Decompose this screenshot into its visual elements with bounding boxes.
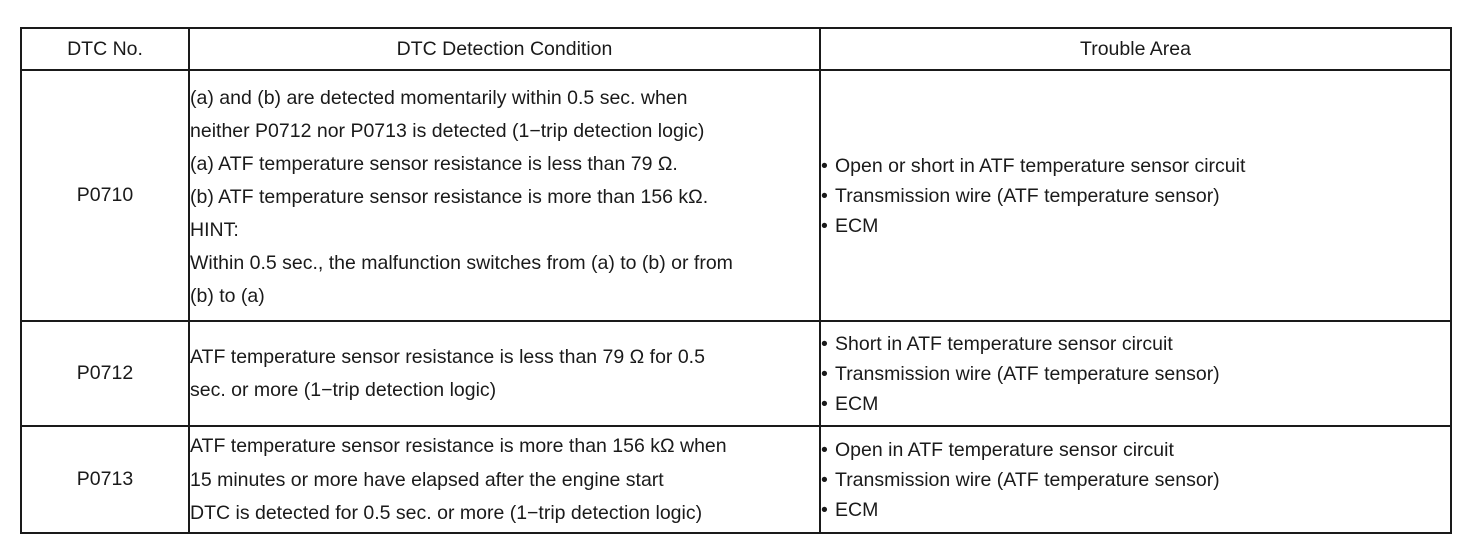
condition-line: Within 0.5 sec., the malfunction switches from (a) to (b) or from — [190, 251, 733, 274]
list-item — [821, 211, 1450, 241]
condition-line: sec. or more (1−trip detection logic) — [190, 378, 497, 401]
trouble-area-item: ECM — [835, 392, 879, 415]
table-row — [21, 321, 1451, 426]
trouble-area — [820, 321, 1451, 426]
header-detection-condition: DTC Detection Condition — [189, 28, 820, 70]
condition-line: ATF temperature sensor resistance is less than 79 Ω for 0.5 — [190, 345, 705, 368]
bullet-icon: • — [821, 438, 828, 461]
trouble-area-item: Transmission wire (ATF temperature sensor) — [835, 184, 1220, 207]
list-item — [821, 359, 1450, 389]
condition-line: ATF temperature sensor resistance is more than 156 kΩ when — [190, 435, 727, 458]
trouble-area-item: Transmission wire (ATF temperature sensor) — [835, 468, 1220, 491]
condition-line: neither P0712 nor P0713 is detected (1−trip detection logic) — [190, 119, 705, 142]
list-item — [821, 389, 1450, 419]
condition-line: (a) and (b) are detected momentarily within 0.5 sec. when — [190, 86, 688, 109]
table-row — [21, 426, 1451, 533]
condition-line: (b) ATF temperature sensor resistance is more than 156 kΩ. — [190, 185, 709, 208]
trouble-area-item: ECM — [835, 214, 879, 237]
bullet-icon: • — [821, 362, 828, 385]
trouble-area-item: Short in ATF temperature sensor circuit — [835, 332, 1173, 355]
list-item — [821, 151, 1450, 181]
bullet-icon: • — [821, 332, 828, 355]
condition-line: HINT: — [190, 218, 239, 241]
condition-line: 15 minutes or more have elapsed after the engine start — [190, 468, 664, 491]
dtc-number: P0710 — [21, 70, 189, 321]
trouble-area-item: Open in ATF temperature sensor circuit — [835, 438, 1174, 461]
trouble-area — [820, 70, 1451, 321]
trouble-area-item: Open or short in ATF temperature sensor circuit — [835, 154, 1246, 177]
bullet-icon: • — [821, 154, 828, 177]
dtc-table — [20, 27, 1452, 534]
header-dtc-no: DTC No. — [21, 28, 189, 70]
table-row — [21, 70, 1451, 321]
list-item — [821, 495, 1450, 525]
bullet-icon: • — [821, 184, 828, 207]
trouble-area — [820, 426, 1451, 533]
bullet-icon: • — [821, 214, 828, 237]
dtc-number: P0712 — [21, 321, 189, 426]
header-trouble-area: Trouble Area — [820, 28, 1451, 70]
bullet-icon: • — [821, 392, 828, 415]
header-row — [21, 28, 1451, 70]
list-item — [821, 435, 1450, 465]
condition-line: (b) to (a) — [190, 284, 265, 307]
detection-condition — [189, 321, 820, 426]
condition-line: DTC is detected for 0.5 sec. or more (1−trip detection logic) — [190, 502, 703, 525]
detection-condition — [189, 426, 820, 533]
dtc-number: P0713 — [21, 426, 189, 533]
trouble-area-item: ECM — [835, 498, 879, 521]
condition-line: (a) ATF temperature sensor resistance is less than 79 Ω. — [190, 152, 678, 175]
list-item — [821, 465, 1450, 495]
list-item — [821, 181, 1450, 211]
bullet-icon: • — [821, 468, 828, 491]
bullet-icon: • — [821, 498, 828, 521]
trouble-area-item: Transmission wire (ATF temperature sensor) — [835, 362, 1220, 385]
detection-condition — [189, 70, 820, 321]
list-item — [821, 329, 1450, 359]
